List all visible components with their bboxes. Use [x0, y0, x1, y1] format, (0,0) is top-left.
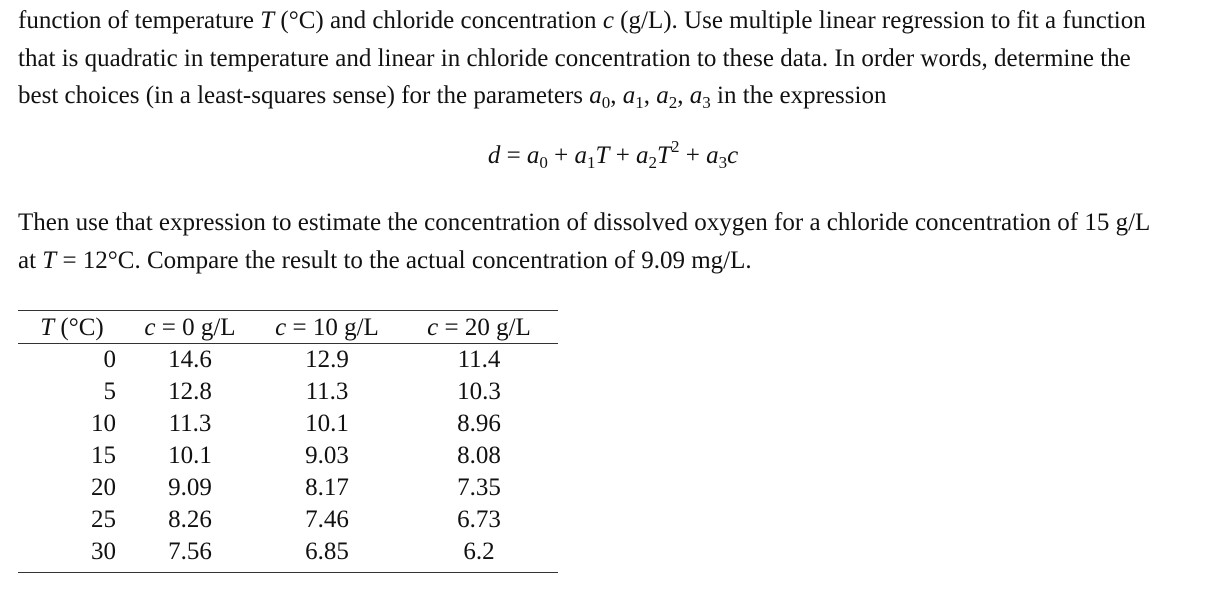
variable-T: T — [42, 246, 57, 274]
table-body — [18, 344, 558, 573]
table-row — [18, 344, 558, 377]
separator: , — [610, 82, 623, 109]
problem-paragraph-1 — [18, 2, 1218, 115]
table-row — [18, 536, 558, 573]
separator: , — [643, 82, 657, 109]
variable-c: c — [727, 142, 739, 169]
header-temperature — [18, 311, 126, 344]
cell-temperature: 15 — [91, 442, 116, 469]
cell-c20: 8.08 — [457, 442, 501, 469]
variable-a0: a — [526, 142, 540, 169]
cell-temperature: 20 — [91, 474, 116, 501]
subscript: 2 — [668, 93, 678, 112]
subscript: 3 — [718, 153, 728, 172]
cell-c0: 11.3 — [168, 410, 212, 437]
cell-c10: 12.9 — [305, 346, 349, 373]
cell-c20: 6.73 — [457, 506, 501, 533]
text-span: best choices (in a least-squares sense) for the parameters — [18, 82, 590, 109]
table-row — [18, 376, 558, 408]
data-table-container — [18, 310, 558, 573]
cell-c10: 8.17 — [305, 474, 349, 501]
cell-c20: 6.2 — [400, 536, 558, 573]
text-span: = 12°C. Compare the result to the actual concentration of 9.09 mg/L. — [56, 246, 752, 274]
header-c10 — [254, 311, 400, 344]
text-span: in the expression — [710, 82, 887, 109]
paragraph-2-line-1: Then use that expression to estimate the concentration of dissolved oxygen for a chloride concentration of 15 g/L — [18, 209, 1151, 236]
regression-equation — [0, 137, 1226, 172]
subscript: 2 — [648, 153, 658, 172]
cell-c0: 8.26 — [168, 506, 212, 533]
table-row — [18, 472, 558, 504]
oxygen-data-table — [18, 310, 558, 573]
header-rest: = 20 g/L — [438, 314, 531, 341]
cell-temperature: 0 — [103, 346, 116, 373]
subscript: 3 — [702, 93, 711, 112]
paragraph-1-line-2: that is quadratic in temperature and linear in chloride concentration to these data. In order words, determine the — [18, 44, 1131, 72]
header-rest: = 0 g/L — [155, 314, 236, 341]
variable-a0: a — [589, 82, 602, 109]
variable-c: c — [427, 314, 439, 341]
equals-sign: = — [500, 142, 527, 169]
table-row — [18, 440, 558, 472]
header-c0 — [126, 311, 254, 344]
cell-c10: 7.46 — [305, 506, 349, 533]
cell-temperature: 10 — [91, 410, 116, 437]
cell-temperature: 5 — [103, 378, 116, 405]
text-span: function of temperature — [18, 7, 261, 34]
cell-c10: 9.03 — [305, 442, 349, 469]
variable-T: T — [260, 7, 275, 34]
cell-c10: 6.85 — [254, 536, 400, 573]
plus-sign: + — [679, 142, 707, 169]
text-span: (°C) and chloride concentration — [274, 7, 603, 34]
paragraph-1-line-1 — [18, 2, 1218, 40]
subscript: 0 — [601, 93, 611, 112]
subscript: 0 — [539, 153, 548, 172]
variable-d: d — [487, 142, 501, 169]
cell-c0: 7.56 — [126, 536, 254, 573]
problem-paragraph-2 — [18, 204, 1218, 279]
cell-c0: 9.09 — [168, 474, 212, 501]
table-row — [18, 408, 558, 440]
variable-T: T — [40, 314, 55, 341]
equation-content — [487, 137, 739, 172]
cell-temperature: 30 — [18, 536, 126, 573]
separator: , — [677, 82, 690, 109]
cell-c20: 8.96 — [457, 410, 501, 437]
cell-c0: 12.8 — [168, 378, 212, 405]
variable-c: c — [602, 7, 614, 34]
header-unit: (°C) — [54, 314, 104, 341]
text-span: at — [18, 246, 43, 274]
cell-c10: 10.1 — [305, 410, 349, 437]
variable-a3: a — [706, 142, 719, 169]
header-row — [18, 311, 558, 344]
text-span: (g/L). Use multiple linear regression to fit a function — [613, 7, 1146, 34]
plus-sign: + — [609, 142, 637, 169]
variable-a1: a — [574, 142, 588, 169]
cell-c20: 7.35 — [457, 474, 501, 501]
cell-c0: 14.6 — [168, 346, 212, 373]
header-rest: = 10 g/L — [286, 314, 379, 341]
variable-a2: a — [656, 82, 669, 109]
cell-temperature: 25 — [91, 506, 116, 533]
variable-a1: a — [622, 82, 636, 109]
cell-c0: 10.1 — [168, 442, 212, 469]
plus-sign: + — [547, 142, 575, 169]
cell-c20: 11.4 — [457, 346, 501, 373]
variable-a2: a — [636, 142, 649, 169]
superscript: 2 — [670, 137, 680, 156]
cell-c20: 10.3 — [457, 378, 501, 405]
variable-c: c — [275, 314, 287, 341]
variable-T: T — [657, 142, 671, 169]
subscript: 1 — [635, 93, 644, 112]
variable-T: T — [595, 142, 610, 169]
paragraph-2-line-2 — [18, 242, 1218, 280]
header-c20 — [400, 311, 558, 344]
paragraph-1-line-3 — [18, 77, 1218, 115]
variable-a3: a — [689, 82, 703, 109]
table-row — [18, 504, 558, 536]
cell-c10: 11.3 — [305, 378, 349, 405]
variable-c: c — [144, 314, 156, 341]
subscript: 1 — [587, 153, 596, 172]
table-header — [18, 311, 558, 344]
